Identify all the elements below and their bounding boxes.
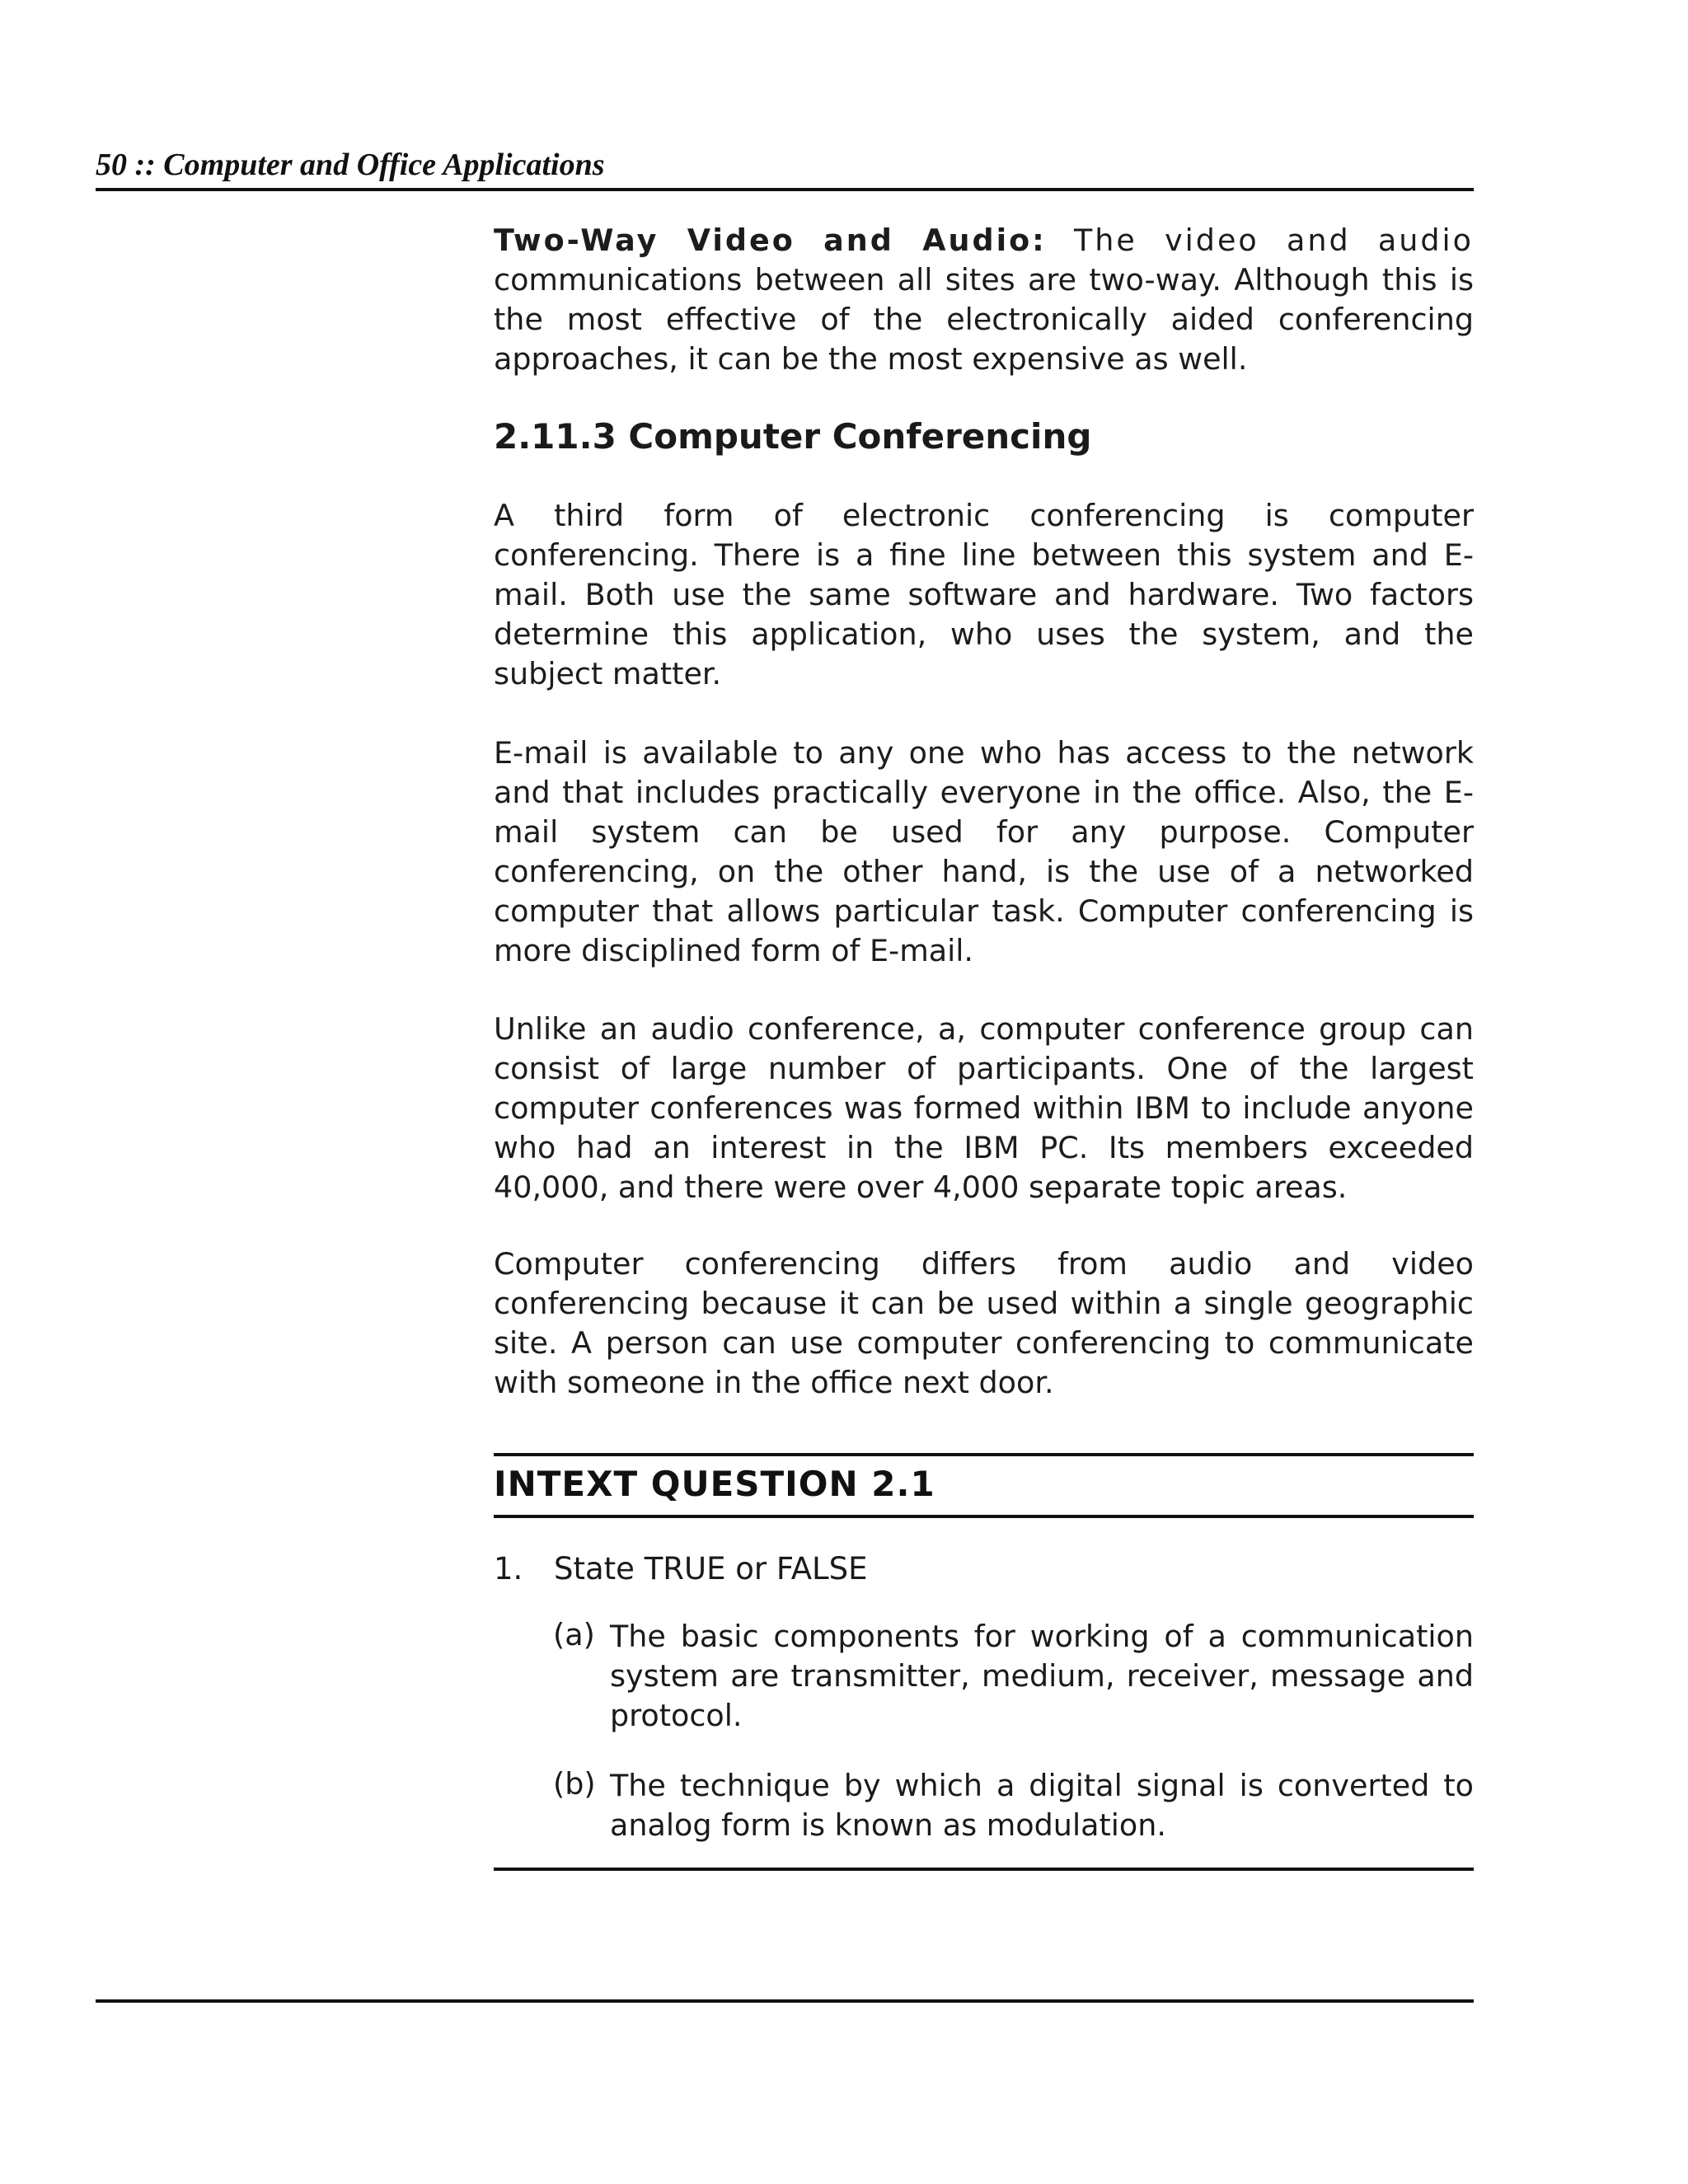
paragraph-3-text: Unlike an audio conference, a, computer conference group can consist of large number of participants. One of the largest computer conferences was formed within IBM to include anyone who had an interest in the IBM PC. Its members exceeded 40,000, and there were over 4,000 separate topic areas. bbox=[494, 1011, 1474, 1205]
paragraph-1 bbox=[494, 496, 1474, 694]
item-b-label: (b) bbox=[553, 1766, 596, 1802]
intro-text: communications between all sites are two-way. Although this is the most effective of the electronically aided conferencing approaches, it can be the most expensive as well. bbox=[494, 262, 1474, 377]
paragraph-2-text: E-mail is available to any one who has access to the network and that includes practically everyone in the office. Also, the E-mail system can be used for any purpose. Computer conferencing, on the other hand, is the use of a networked computer that allows particular task. Computer conferencing is more disciplined form of E-mail. bbox=[494, 735, 1474, 968]
question-box-title-rule bbox=[494, 1515, 1474, 1518]
running-header: 50 :: Computer and Office Applications bbox=[96, 148, 605, 182]
intext-question-title: INTEXT QUESTION 2.1 bbox=[494, 1464, 935, 1504]
paragraph-1-text: A third form of electronic conferencing is computer conferencing. There is a fine line between this system and E-mail. Both use the same software and hardware. Two factors determine this application, who uses the system, and the subject matter. bbox=[494, 498, 1474, 691]
paragraph-2 bbox=[494, 733, 1474, 971]
item-b-text: The technique by which a digital signal is converted to analog form is known as modulation. bbox=[610, 1768, 1474, 1843]
footer-rule bbox=[96, 1999, 1474, 2003]
item-a-text: The basic components for working of a communication system are transmitter, medium, receiver, message and protocol. bbox=[610, 1619, 1474, 1733]
intro-lead-rest: The video and audio bbox=[1046, 223, 1474, 258]
question-box-bottom-rule bbox=[494, 1868, 1474, 1871]
intro-lead-term: Two-Way Video and Audio: bbox=[494, 223, 1047, 258]
item-a-label: (a) bbox=[553, 1617, 595, 1652]
header-rule bbox=[96, 188, 1474, 191]
intro-paragraph bbox=[494, 221, 1474, 379]
question-text: State TRUE or FALSE bbox=[554, 1551, 868, 1586]
section-heading: 2.11.3 Computer Conferencing bbox=[494, 416, 1092, 457]
paragraph-4 bbox=[494, 1244, 1474, 1403]
paragraph-4-text: Computer conferencing differs from audio and video conferencing because it can be used within a single geographic site. A person can use computer conferencing to communicate with someone in the office next door. bbox=[494, 1246, 1474, 1400]
paragraph-3 bbox=[494, 1010, 1474, 1207]
question-box-top-rule bbox=[494, 1453, 1474, 1456]
question-number: 1. bbox=[494, 1551, 523, 1586]
